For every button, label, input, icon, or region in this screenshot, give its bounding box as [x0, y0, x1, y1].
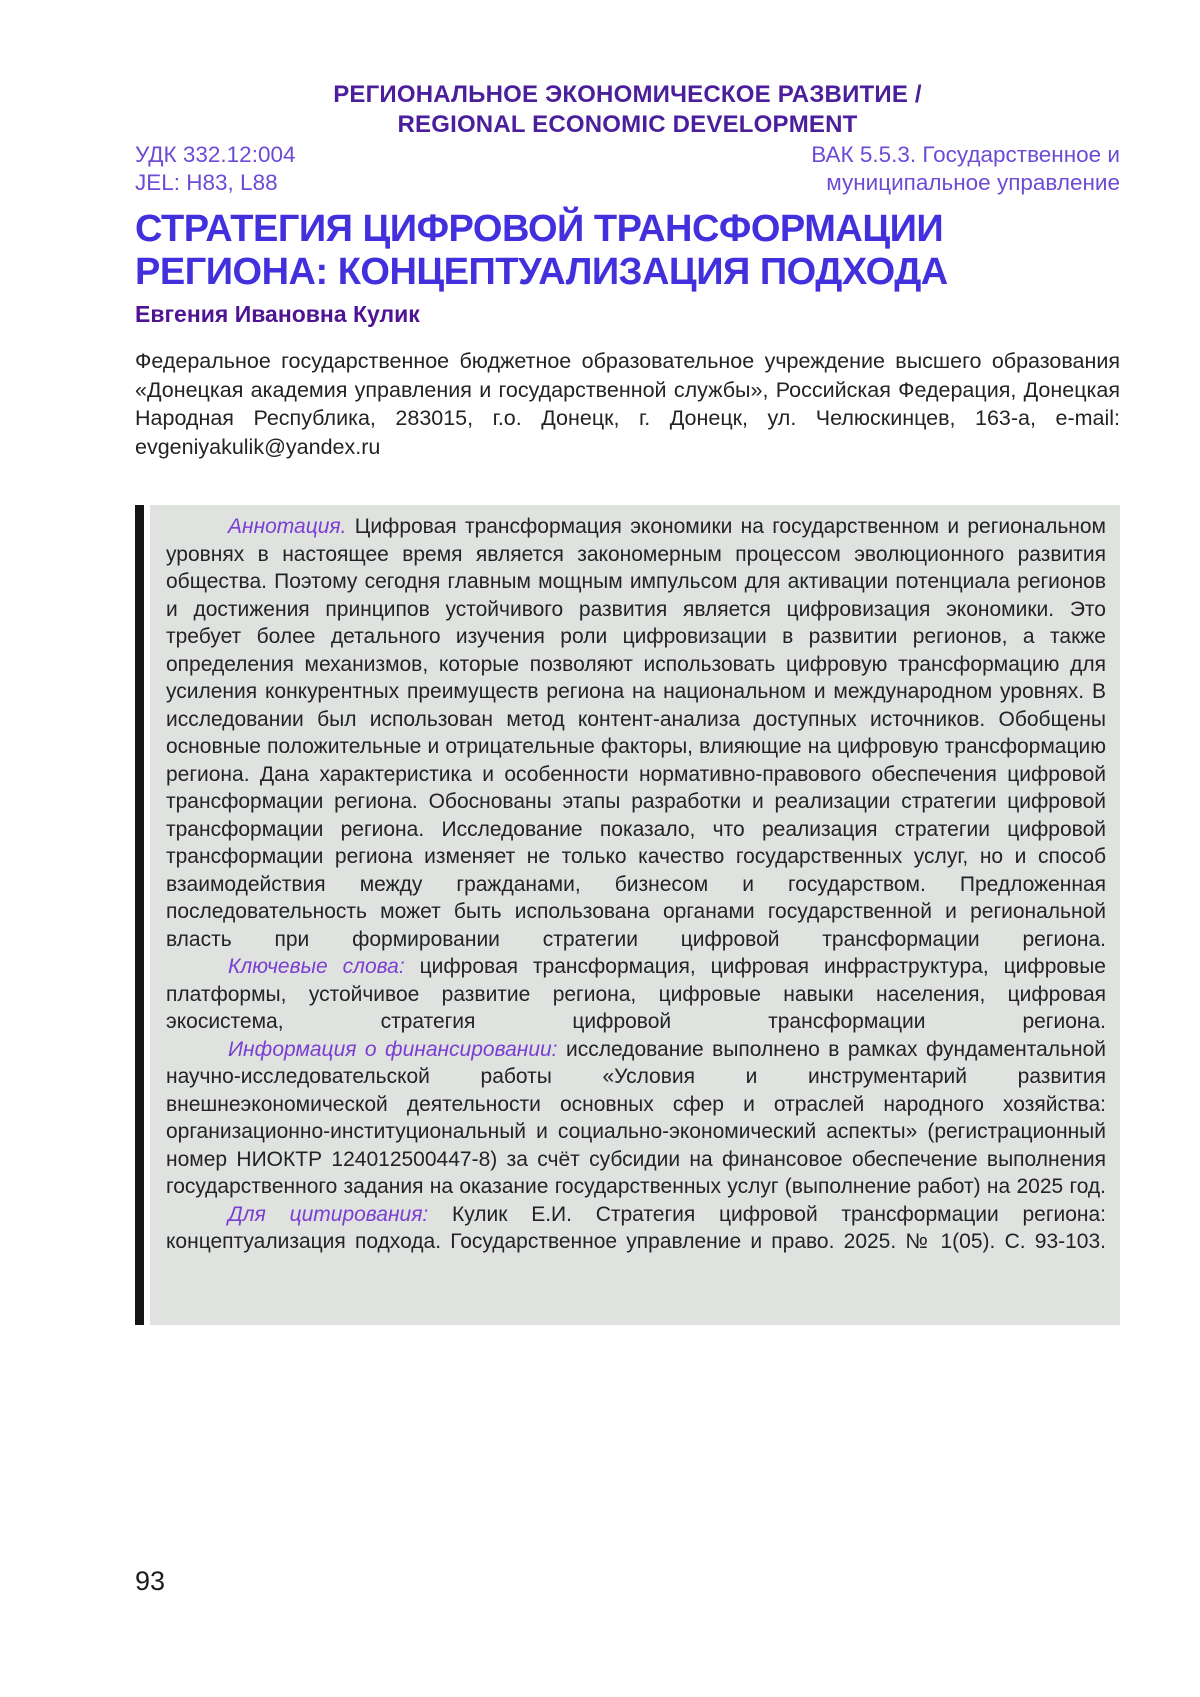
meta-right-vak [811, 141, 1120, 197]
page-number: 93 [135, 1566, 166, 1596]
article-title [135, 208, 1120, 294]
abstract-block [135, 505, 1120, 1325]
funding-text: исследование выполнено в рамках фундаментальной научно-исследовательской работы «Условия и инструментарий развития внешнеэкономической деятельности основных сфер и отраслей народного хозяйства: организационно-институциональный и социально-экономический аспекты» (регистрационный номер НИОКТР 124012500447-8) за счёт субсидии на финансовое обеспечение выполнения государственного задания на оказание государственных услуг (выполнение работ) на 2025 год. [166, 1037, 1106, 1198]
author-affiliation: Федеральное государственное бюджетное образовательное учреждение высшего образования «Донецкая академия управления и государственной службы», Российская Федерация, Донецкая Народная Республика, 283015, г.о. Донецк, г. Донецк, ул. Челюскинцев, 163-а, e-mail: evgeniyakulik@yandex.ru [135, 349, 1120, 459]
abstract-label: Аннотация. [228, 515, 347, 538]
journal-section-header [135, 80, 1120, 140]
vak-code-line1: ВАК 5.5.3. Государственное и [811, 142, 1120, 167]
article-meta-row [135, 141, 1120, 197]
keywords-paragraph [166, 953, 1106, 1036]
abstract-paragraph [166, 513, 1106, 953]
abstract-box [150, 505, 1120, 1325]
section-title-ru: РЕГИОНАЛЬНОЕ ЭКОНОМИЧЕСКОЕ РАЗВИТИЕ / [333, 81, 922, 108]
citation-paragraph [166, 1201, 1106, 1256]
citation-label: Для цитирования: [228, 1202, 429, 1226]
citation-text: Кулик Е.И. Стратегия цифровой трансформации региона: концептуализация подхода. Государственное управление и право. 2025. № 1(05). С. 93-103. [166, 1202, 1107, 1253]
section-title-en: REGIONAL ECONOMIC DEVELOPMENT [397, 111, 858, 138]
article-title-line2: РЕГИОНА: КОНЦЕПТУАЛИЗАЦИЯ ПОДХОДА [135, 251, 948, 293]
article-title-line1: СТРАТЕГИЯ ЦИФРОВОЙ ТРАНСФОРМАЦИИ [135, 208, 944, 250]
keywords-text: цифровая трансформация, цифровая инфраструктура, цифровые платформы, устойчивое развитие региона, цифровые навыки населения, цифровая экосистема, стратегия цифровой трансформации региона. [166, 955, 1106, 1033]
udc-code: УДК 332.12:004 [135, 142, 296, 167]
meta-left-codes [135, 141, 296, 197]
abstract-text: Цифровая трансформация экономики на государственном и региональном уровнях в настоящее время является закономерным процессом эволюционного развития общества. Поэтому сегодня главным мощным импульсом для активации потенциала регионов и достижения принципов устойчивого развития является цифровизация экономики. Это требует более детального изучения роли цифровизации в развитии регионов, а также определения механизмов, которые позволяют использовать цифровую трансформацию для усиления конкурентных преимуществ региона на национальном и международном уровнях. В исследовании был использован метод контент-анализа доступных источников. Обобщены основные положительные и отрицательные факторы, влияющие на цифровую трансформацию региона. Дана характеристика и особенности нормативно-правового обеспечения цифровой трансформации региона. Обоснованы этапы разработки и реализации стратегии цифровой трансформации региона. Исследование показало, что реализация стратегии цифровой трансформации региона изменяет не только качество государственных услуг, но и способ взаимодействия между гражданами, бизнесом и государством. Предложенная последовательность может быть использована органами государственной и региональной власть при формировании стратегии цифровой трансформации региона. [166, 515, 1106, 951]
jel-code: JEL: H83, L88 [135, 170, 278, 195]
abstract-left-bar [135, 505, 144, 1325]
funding-paragraph [166, 1036, 1106, 1201]
author-name: Евгения Ивановна Кулик [135, 301, 420, 327]
vak-code-line2: муниципальное управление [826, 170, 1120, 195]
keywords-label: Ключевые слова: [228, 955, 405, 978]
funding-label: Информация о финансировании: [228, 1037, 558, 1061]
